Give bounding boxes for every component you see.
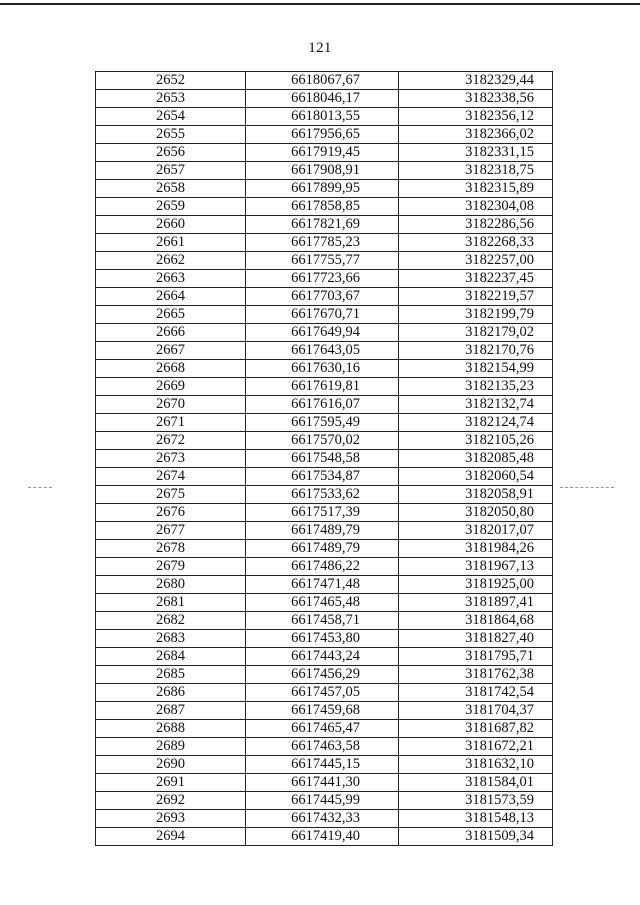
point-number-cell: 2670	[96, 396, 246, 414]
x-coordinate-cell: 6617899,95	[246, 180, 399, 198]
point-number-cell: 2667	[96, 342, 246, 360]
top-rule	[0, 3, 640, 5]
point-number-cell: 2676	[96, 504, 246, 522]
y-coordinate-cell: 3181967,13	[399, 558, 553, 576]
y-coordinate-cell: 3182366,02	[399, 126, 553, 144]
point-number-cell: 2661	[96, 234, 246, 252]
point-number-cell: 2657	[96, 162, 246, 180]
table-row	[96, 792, 553, 810]
table-row	[96, 774, 553, 792]
y-coordinate-cell: 3182050,80	[399, 504, 553, 522]
y-coordinate-cell: 3181897,41	[399, 594, 553, 612]
point-number-cell: 2678	[96, 540, 246, 558]
table-row	[96, 486, 553, 504]
table-row	[96, 216, 553, 234]
table-row	[96, 396, 553, 414]
table-row	[96, 252, 553, 270]
x-coordinate-cell: 6617755,77	[246, 252, 399, 270]
y-coordinate-cell: 3182060,54	[399, 468, 553, 486]
x-coordinate-cell: 6617463,58	[246, 738, 399, 756]
point-number-cell: 2684	[96, 648, 246, 666]
point-number-cell: 2653	[96, 90, 246, 108]
y-coordinate-cell: 3182338,56	[399, 90, 553, 108]
y-coordinate-cell: 3181584,01	[399, 774, 553, 792]
y-coordinate-cell: 3182331,15	[399, 144, 553, 162]
y-coordinate-cell: 3182329,44	[399, 72, 553, 90]
table-row	[96, 198, 553, 216]
y-coordinate-cell: 3181704,37	[399, 702, 553, 720]
x-coordinate-cell: 6617956,65	[246, 126, 399, 144]
y-coordinate-cell: 3181795,71	[399, 648, 553, 666]
x-coordinate-cell: 6617643,05	[246, 342, 399, 360]
y-coordinate-cell: 3181632,10	[399, 756, 553, 774]
point-number-cell: 2658	[96, 180, 246, 198]
point-number-cell: 2674	[96, 468, 246, 486]
y-coordinate-cell: 3181548,13	[399, 810, 553, 828]
x-coordinate-cell: 6617533,62	[246, 486, 399, 504]
point-number-cell: 2686	[96, 684, 246, 702]
x-coordinate-cell: 6617445,15	[246, 756, 399, 774]
x-coordinate-cell: 6617489,79	[246, 540, 399, 558]
y-coordinate-cell: 3182315,89	[399, 180, 553, 198]
table-row	[96, 180, 553, 198]
point-number-cell: 2673	[96, 450, 246, 468]
x-coordinate-cell: 6617419,40	[246, 828, 399, 846]
scan-artifact-left	[28, 487, 52, 488]
x-coordinate-cell: 6617821,69	[246, 216, 399, 234]
x-coordinate-cell: 6617465,47	[246, 720, 399, 738]
x-coordinate-cell: 6617670,71	[246, 306, 399, 324]
point-number-cell: 2659	[96, 198, 246, 216]
point-number-cell: 2691	[96, 774, 246, 792]
point-number-cell: 2682	[96, 612, 246, 630]
x-coordinate-cell: 6617616,07	[246, 396, 399, 414]
point-number-cell: 2675	[96, 486, 246, 504]
y-coordinate-cell: 3182219,57	[399, 288, 553, 306]
y-coordinate-cell: 3181864,68	[399, 612, 553, 630]
table-row	[96, 612, 553, 630]
x-coordinate-cell: 6618067,67	[246, 72, 399, 90]
table-row	[96, 540, 553, 558]
x-coordinate-cell: 6617570,02	[246, 432, 399, 450]
table-row	[96, 522, 553, 540]
x-coordinate-cell: 6617443,24	[246, 648, 399, 666]
y-coordinate-cell: 3182017,07	[399, 522, 553, 540]
point-number-cell: 2662	[96, 252, 246, 270]
table-row	[96, 378, 553, 396]
point-number-cell: 2671	[96, 414, 246, 432]
point-number-cell: 2694	[96, 828, 246, 846]
table-row	[96, 594, 553, 612]
x-coordinate-cell: 6617858,85	[246, 198, 399, 216]
coordinates-table	[95, 71, 553, 846]
y-coordinate-cell: 3182170,76	[399, 342, 553, 360]
scan-artifact-right	[560, 487, 614, 488]
x-coordinate-cell: 6617703,67	[246, 288, 399, 306]
x-coordinate-cell: 6617919,45	[246, 144, 399, 162]
point-number-cell: 2680	[96, 576, 246, 594]
y-coordinate-cell: 3182058,91	[399, 486, 553, 504]
table-row	[96, 72, 553, 90]
y-coordinate-cell: 3181687,82	[399, 720, 553, 738]
x-coordinate-cell: 6617453,80	[246, 630, 399, 648]
point-number-cell: 2652	[96, 72, 246, 90]
x-coordinate-cell: 6617445,99	[246, 792, 399, 810]
table-row	[96, 144, 553, 162]
x-coordinate-cell: 6617785,23	[246, 234, 399, 252]
page-number: 121	[308, 40, 332, 56]
point-number-cell: 2677	[96, 522, 246, 540]
y-coordinate-cell: 3182179,02	[399, 324, 553, 342]
y-coordinate-cell: 3182356,12	[399, 108, 553, 126]
table-row	[96, 288, 553, 306]
table-row	[96, 90, 553, 108]
x-coordinate-cell: 6617432,33	[246, 810, 399, 828]
point-number-cell: 2668	[96, 360, 246, 378]
x-coordinate-cell: 6617441,30	[246, 774, 399, 792]
x-coordinate-cell: 6617465,48	[246, 594, 399, 612]
table-row	[96, 576, 553, 594]
y-coordinate-cell: 3182199,79	[399, 306, 553, 324]
table-row	[96, 648, 553, 666]
x-coordinate-cell: 6617619,81	[246, 378, 399, 396]
table-row	[96, 558, 553, 576]
y-coordinate-cell: 3182257,00	[399, 252, 553, 270]
table-row	[96, 162, 553, 180]
point-number-cell: 2688	[96, 720, 246, 738]
point-number-cell: 2687	[96, 702, 246, 720]
y-coordinate-cell: 3182304,08	[399, 198, 553, 216]
table-row	[96, 684, 553, 702]
x-coordinate-cell: 6617456,29	[246, 666, 399, 684]
x-coordinate-cell: 6617630,16	[246, 360, 399, 378]
x-coordinate-cell: 6617649,94	[246, 324, 399, 342]
table-row	[96, 450, 553, 468]
table-row	[96, 360, 553, 378]
table-row	[96, 756, 553, 774]
y-coordinate-cell: 3182268,33	[399, 234, 553, 252]
point-number-cell: 2693	[96, 810, 246, 828]
point-number-cell: 2654	[96, 108, 246, 126]
point-number-cell: 2679	[96, 558, 246, 576]
table-row	[96, 702, 553, 720]
point-number-cell: 2655	[96, 126, 246, 144]
table-row	[96, 720, 553, 738]
y-coordinate-cell: 3182105,26	[399, 432, 553, 450]
point-number-cell: 2689	[96, 738, 246, 756]
y-coordinate-cell: 3181827,40	[399, 630, 553, 648]
table-row	[96, 504, 553, 522]
point-number-cell: 2690	[96, 756, 246, 774]
x-coordinate-cell: 6617486,22	[246, 558, 399, 576]
y-coordinate-cell: 3182085,48	[399, 450, 553, 468]
point-number-cell: 2664	[96, 288, 246, 306]
table-row	[96, 810, 553, 828]
x-coordinate-cell: 6618013,55	[246, 108, 399, 126]
x-coordinate-cell: 6617471,48	[246, 576, 399, 594]
table-row	[96, 324, 553, 342]
y-coordinate-cell: 3182135,23	[399, 378, 553, 396]
table-row	[96, 234, 553, 252]
point-number-cell: 2665	[96, 306, 246, 324]
x-coordinate-cell: 6617517,39	[246, 504, 399, 522]
x-coordinate-cell: 6617908,91	[246, 162, 399, 180]
point-number-cell: 2692	[96, 792, 246, 810]
y-coordinate-cell: 3182132,74	[399, 396, 553, 414]
point-number-cell: 2669	[96, 378, 246, 396]
y-coordinate-cell: 3181509,34	[399, 828, 553, 846]
table-row	[96, 108, 553, 126]
y-coordinate-cell: 3181672,21	[399, 738, 553, 756]
y-coordinate-cell: 3182286,56	[399, 216, 553, 234]
y-coordinate-cell: 3182237,45	[399, 270, 553, 288]
table-row	[96, 828, 553, 846]
y-coordinate-cell: 3181742,54	[399, 684, 553, 702]
table-row	[96, 414, 553, 432]
x-coordinate-cell: 6617489,79	[246, 522, 399, 540]
x-coordinate-cell: 6618046,17	[246, 90, 399, 108]
table-row	[96, 738, 553, 756]
table-row	[96, 270, 553, 288]
point-number-cell: 2656	[96, 144, 246, 162]
x-coordinate-cell: 6617723,66	[246, 270, 399, 288]
point-number-cell: 2683	[96, 630, 246, 648]
point-number-cell: 2660	[96, 216, 246, 234]
table-row	[96, 432, 553, 450]
x-coordinate-cell: 6617457,05	[246, 684, 399, 702]
table-row	[96, 468, 553, 486]
table-row	[96, 666, 553, 684]
table-row	[96, 342, 553, 360]
y-coordinate-cell: 3182318,75	[399, 162, 553, 180]
point-number-cell: 2666	[96, 324, 246, 342]
y-coordinate-cell: 3181573,59	[399, 792, 553, 810]
table-row	[96, 306, 553, 324]
x-coordinate-cell: 6617534,87	[246, 468, 399, 486]
coordinates-table-body	[96, 72, 553, 846]
y-coordinate-cell: 3182154,99	[399, 360, 553, 378]
x-coordinate-cell: 6617595,49	[246, 414, 399, 432]
point-number-cell: 2672	[96, 432, 246, 450]
point-number-cell: 2663	[96, 270, 246, 288]
y-coordinate-cell: 3182124,74	[399, 414, 553, 432]
point-number-cell: 2681	[96, 594, 246, 612]
y-coordinate-cell: 3181984,26	[399, 540, 553, 558]
point-number-cell: 2685	[96, 666, 246, 684]
x-coordinate-cell: 6617459,68	[246, 702, 399, 720]
x-coordinate-cell: 6617548,58	[246, 450, 399, 468]
table-row	[96, 630, 553, 648]
y-coordinate-cell: 3181925,00	[399, 576, 553, 594]
table-row	[96, 126, 553, 144]
y-coordinate-cell: 3181762,38	[399, 666, 553, 684]
x-coordinate-cell: 6617458,71	[246, 612, 399, 630]
